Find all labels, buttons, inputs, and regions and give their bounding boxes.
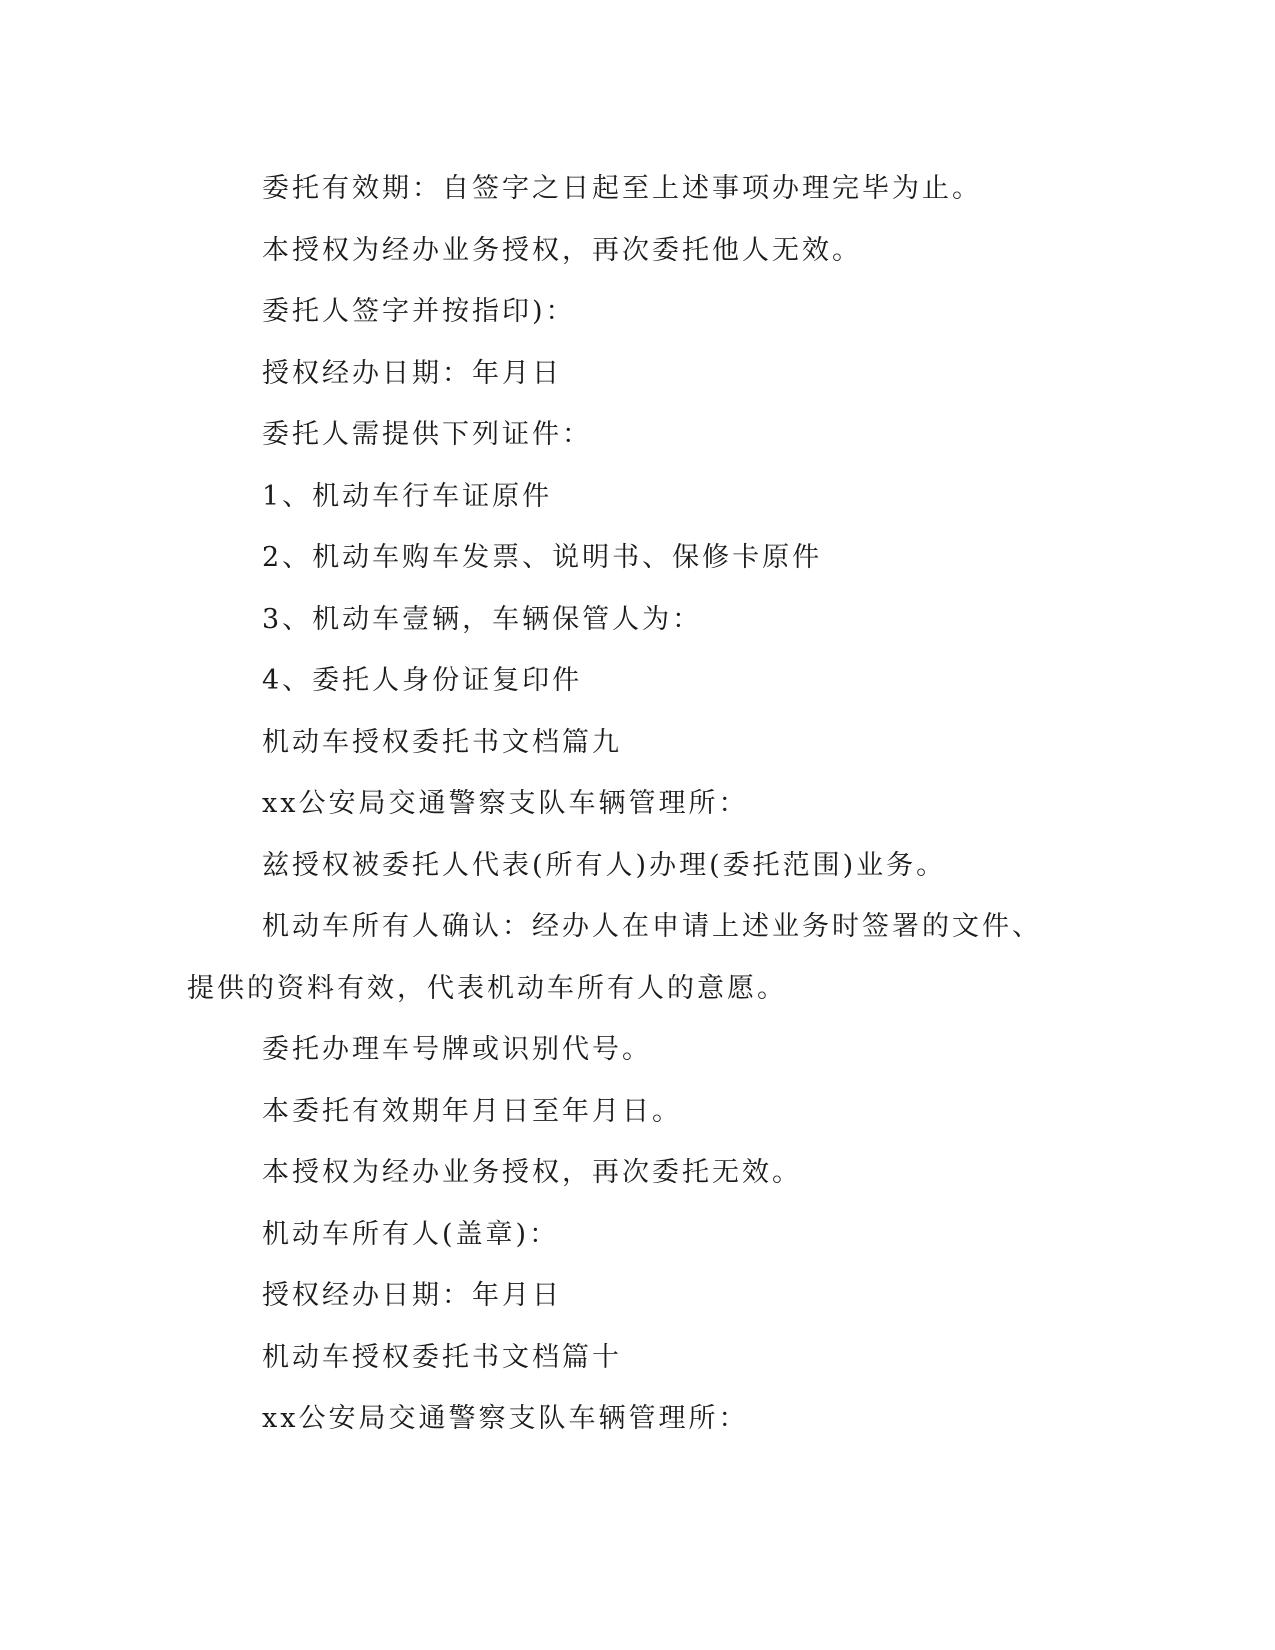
paragraph-authorization-statement: 兹授权被委托人代表(所有人)办理(委托范围)业务。: [262, 849, 947, 881]
paragraph-owner-seal: 机动车所有人(盖章)：: [262, 1218, 560, 1250]
paragraph-authorization-date: 授权经办日期：年月日: [262, 1280, 562, 1311]
paragraph-validity-period: 委托有效期：自签字之日起至上述事项办理完毕为止。: [262, 173, 982, 204]
paragraph-plate-number: 委托办理车号牌或识别代号。: [262, 1034, 652, 1065]
section-heading-ten: 机动车授权委托书文档篇十: [262, 1341, 622, 1373]
paragraph-required-documents: 委托人需提供下列证件：: [262, 419, 592, 450]
list-item: 4、委托人身份证复印件: [262, 665, 583, 696]
addressee-line: xx公安局交通警察支队车辆管理所：: [262, 788, 749, 819]
paragraph-principal-signature: 委托人签字并按指印)：: [262, 296, 576, 327]
section-heading-nine: 机动车授权委托书文档篇九: [262, 726, 622, 758]
list-item: 2、机动车购车发票、说明书、保修卡原件: [262, 542, 823, 573]
paragraph-owner-confirmation: 机动车所有人确认：经办人在申请上述业务时签署的文件、提供的资料有效，代表机动车所有人的意愿。: [187, 911, 1042, 1004]
paragraph-authorization-date: 授权经办日期：年月日: [262, 357, 562, 389]
paragraph-authorization-scope: 本授权为经办业务授权，再次委托无效。: [262, 1157, 802, 1188]
list-item: 3、机动车壹辆，车辆保管人为：: [262, 603, 703, 635]
list-item: 1、机动车行车证原件: [262, 480, 553, 512]
addressee-line: xx公安局交通警察支队车辆管理所：: [262, 1403, 749, 1434]
paragraph-validity-range: 本委托有效期年月日至年月日。: [262, 1095, 682, 1127]
paragraph-authorization-scope: 本授权为经办业务授权，再次委托他人无效。: [262, 234, 862, 266]
document-body: [187, 158, 1067, 1450]
